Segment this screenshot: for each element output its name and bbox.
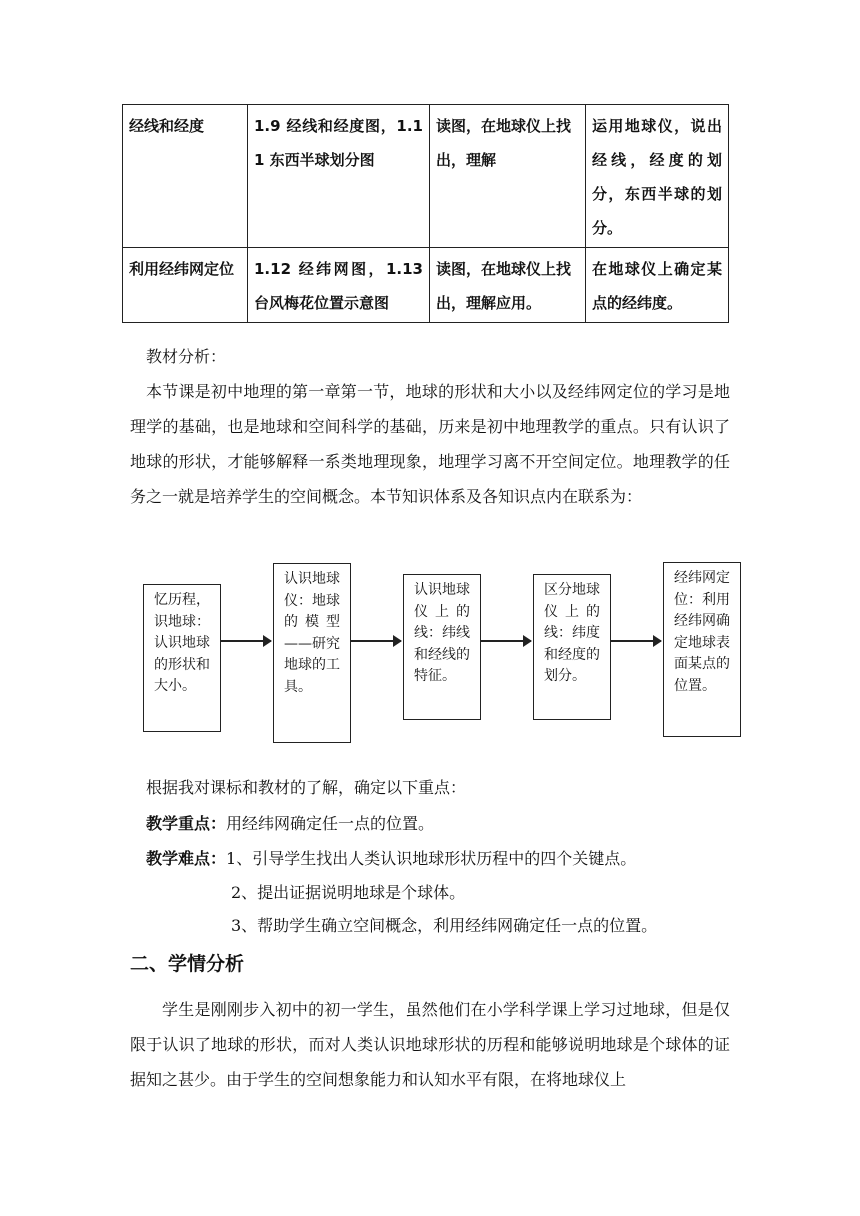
- analysis-heading: 教材分析：: [146, 347, 227, 366]
- analysis-body: 本节课是初中地理的第一章第一节，地球的形状和大小以及经纬网定位的学习是地理学的基础，也是地球和空间科学的基础，历来是初中地理教学的重点。只有认识了地球的形状，才能够解释一系类地理现象，地理学习离不开空间定位。地理教学的任务之一就是培养学生的空间概念。本节知识体系及各知识点内在联系为：: [130, 382, 730, 506]
- flow-box: 经纬网定位：利用经纬网确定地球表面某点的位置。: [663, 562, 741, 737]
- flow-arrow: [481, 640, 531, 642]
- table-row: [123, 105, 729, 248]
- section-body: 学生是刚刚步入初中的初一学生，虽然他们在小学科学课上学习过地球，但是仅限于认识了地球的形状，而对人类认识地球形状的历程和能够说明地球是个球体的证据知之甚少。由于学生的空间想象能力和认知水平有限，在将地球仪上: [130, 1000, 730, 1089]
- table-cell: 运用地球仪，说出经线，经度的划分，东西半球的划分。: [586, 105, 729, 248]
- table-cell: 读图，在地球仪上找出，理解应用。: [430, 248, 586, 323]
- key-point-text: 用经纬网确定任一点的位置。: [226, 814, 435, 833]
- flow-box: 认识地球仪：地球的模型——研究地球的工具。: [273, 563, 351, 743]
- table-cell: 经线和经度: [123, 105, 248, 248]
- table-cell: 读图，在地球仪上找出，理解: [430, 105, 586, 248]
- table-cell: 1.12 经纬网图，1.13 台风梅花位置示意图: [248, 248, 430, 323]
- key-point-label: 教学重点：: [146, 814, 227, 833]
- difficult-point: [146, 848, 636, 870]
- difficult-item: 3、帮助学生确立空间概念，利用经纬网确定任一点的位置。: [231, 916, 658, 935]
- focus-intro: 根据我对课标和教材的了解，确定以下重点：: [146, 778, 467, 797]
- flow-arrow: [221, 640, 271, 642]
- flow-arrow: [351, 640, 401, 642]
- key-point: [146, 813, 434, 835]
- lesson-table: [122, 104, 729, 323]
- flow-arrow: [611, 640, 661, 642]
- difficult-item: 2、提出证据说明地球是个球体。: [231, 883, 466, 902]
- difficult-item: 1、引导学生找出人类认识地球形状历程中的四个关键点。: [226, 849, 637, 868]
- table-cell: 1.9 经线和经度图，1.11 东西半球划分图: [248, 105, 430, 248]
- difficult-point-label: 教学难点：: [146, 849, 227, 868]
- table-cell: 利用经纬网定位: [123, 248, 248, 323]
- flow-box: 认识地球仪上的线：纬线和经线的特征。: [403, 574, 481, 720]
- section-heading: 二、学情分析: [130, 953, 245, 975]
- table-cell: 在地球仪上确定某点的经纬度。: [586, 248, 729, 323]
- flow-box: 区分地球仪上的线：纬度和经度的划分。: [533, 574, 611, 720]
- table-row: [123, 248, 729, 323]
- flow-box: 忆历程，识地球：认识地球的形状和大小。: [143, 584, 221, 732]
